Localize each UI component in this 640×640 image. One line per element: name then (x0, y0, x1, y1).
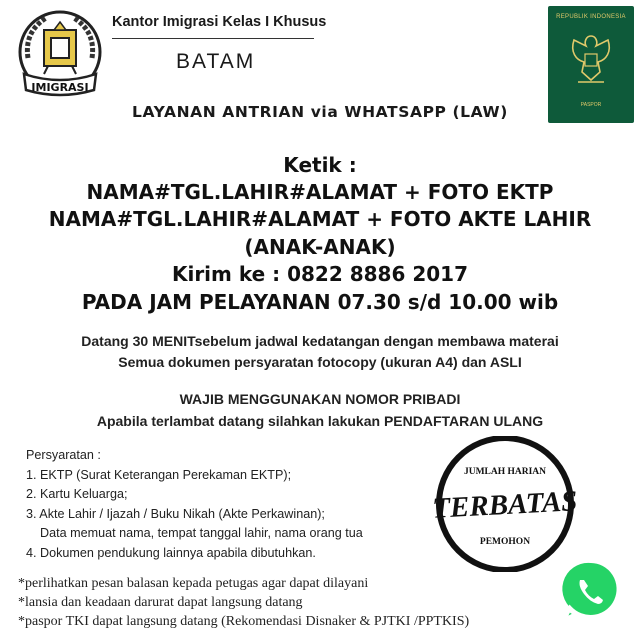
limited-stamp (420, 436, 590, 572)
passport-country: REPUBLIK INDONESIA (556, 14, 626, 20)
note-arrival: Datang 30 MENITsebelum jadwal kedatangan dengan membawa materai (81, 333, 559, 349)
logo-text: IMIGRASI (31, 81, 89, 94)
list-item: 3. Akte Lahir / Ijazah / Buku Nikah (Akte Perkawinan); (26, 506, 325, 521)
stamp-main-text: TERBATAS (431, 485, 579, 525)
instruction-format-akte: NAMA#TGL.LAHIR#ALAMAT + FOTO AKTE LAHIR (48, 207, 592, 231)
footer-note: *perlihatkan pesan balasan kepada petugas agar dapat dilayani (18, 576, 369, 591)
garuda-crest-icon (566, 28, 616, 90)
instruction-anak: (ANAK-ANAK) (244, 235, 396, 259)
instruction-ketik: Ketik : (283, 153, 357, 177)
footer-note: *paspor TKI dapat langsung datang (Rekomendasi Disnaker & PJTKI /PPTKIS) (18, 614, 470, 629)
list-item: 1. EKTP (Surat Keterangan Perekaman EKTP); (26, 467, 292, 482)
instruction-send-number: Kirim ke : 0822 8886 2017 (171, 262, 469, 286)
list-item: 2. Kartu Keluarga; (26, 487, 128, 501)
immigration-emblem-icon (14, 8, 106, 100)
stamp-top-text: JUMLAH HARIAN (463, 467, 547, 477)
office-city: BATAM (176, 50, 256, 73)
page-title: LAYANAN ANTRIAN via WHATSAPP (LAW) (132, 103, 508, 121)
footer-notes (18, 574, 469, 631)
stamp-bottom-text: PEMOHON (479, 537, 531, 547)
footer-note: *lansia dan keadaan darurat dapat langsung datang (18, 595, 303, 610)
instruction-format-ektp: NAMA#TGL.LAHIR#ALAMAT + FOTO EKTP (86, 180, 554, 204)
note-personal-number: WAJIB MENGGUNAKAN NOMOR PRIBADI (179, 391, 461, 407)
office-divider (112, 38, 314, 39)
list-item: 4. Dokumen pendukung lainnya apabila dibutuhkan. (26, 545, 316, 560)
note-late: Apabila terlambat datang silahkan lakukan PENDAFTARAN ULANG (96, 413, 544, 429)
office-name: Kantor Imigrasi Kelas I Khusus (112, 14, 327, 30)
instruction-service-hours: PADA JAM PELAYANAN 07.30 s/d 10.00 wib (81, 290, 559, 314)
whatsapp-icon (556, 556, 626, 626)
requirements-title: Persyaratan : (26, 448, 101, 462)
list-item: Data memuat nama, tempat tanggal lahir, nama orang tua (40, 526, 363, 540)
note-documents: Semua dokumen persyaratan fotocopy (ukuran A4) dan ASLI (118, 354, 522, 370)
requirements-list (26, 446, 363, 563)
passport-label: PASPOR (580, 102, 602, 108)
